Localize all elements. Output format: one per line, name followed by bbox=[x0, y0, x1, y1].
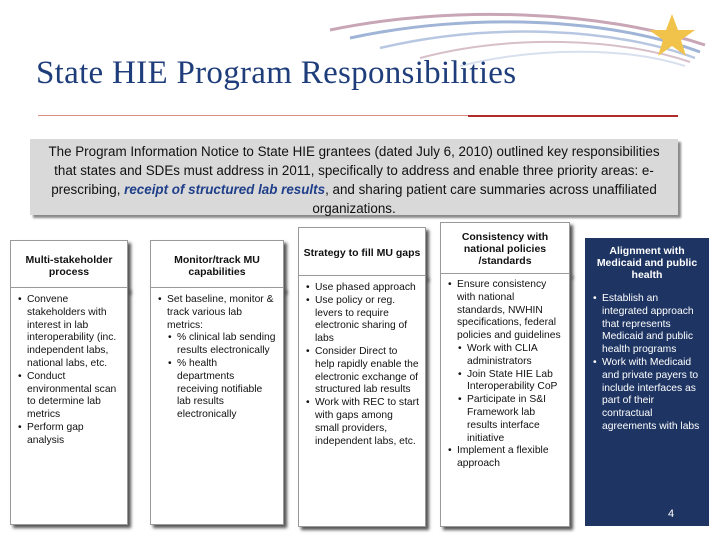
list-item: • Establish an integrated approach that represents Medicaid and public health programs bbox=[592, 293, 702, 357]
column-header-monitor-track: Monitor/track MU capabilities bbox=[150, 240, 284, 292]
intro-box bbox=[30, 139, 678, 215]
sub-list-item: • Work with CLIA administrators bbox=[457, 343, 563, 369]
list-item: • Work with Medicaid and private payers to include interfaces as part of their contractual agreements with labs bbox=[592, 357, 702, 434]
list-item: • Perform gap analysis bbox=[17, 422, 121, 448]
list-item: • Use phased approach bbox=[305, 282, 419, 295]
page-title: State HIE Program Responsibilities bbox=[36, 55, 517, 91]
column-list bbox=[305, 282, 419, 448]
list-item: • Consider Direct to help rapidly enable the electronic exchange of structured lab results bbox=[305, 346, 419, 397]
list-item: • Implement a flexible approach bbox=[447, 445, 563, 471]
page-number: 4 bbox=[668, 508, 675, 520]
list-item: • Ensure consistency with national standards, NWHIN specifications, federal policies and guidelines • Work with CLIA administrators • Join State HIE Lab Interoperability CoP • Participate in S&I Framework lab results interface initiative bbox=[447, 279, 563, 445]
sub-list-item: • % clinical lab sending results electronically bbox=[167, 332, 277, 358]
column-list bbox=[157, 294, 277, 422]
column-header-consistency: Consistency with national policies /standards bbox=[440, 222, 570, 276]
list-item: • Conduct environmental scan to determine lab metrics bbox=[17, 371, 121, 422]
column-header-strategy: Strategy to fill MU gaps bbox=[298, 227, 426, 279]
column-body-strategy bbox=[298, 275, 426, 527]
column-body-monitor-track bbox=[150, 287, 284, 525]
column-body-consistency bbox=[440, 273, 570, 527]
intro-highlight: receipt of structured lab results bbox=[124, 182, 326, 197]
column-body-alignment bbox=[585, 286, 709, 526]
title-divider bbox=[38, 115, 678, 117]
column-list bbox=[17, 294, 121, 448]
column-body-multi-stakeholder bbox=[10, 287, 128, 525]
column-list bbox=[447, 279, 563, 471]
sub-list-item: • Participate in S&I Framework lab results interface initiative bbox=[457, 394, 563, 445]
list-item: • Set baseline, monitor & track various lab metrics: • % clinical lab sending results electronically • % health departments receiving notifiable lab results electronically bbox=[157, 294, 277, 422]
sub-list-item: • % health departments receiving notifiable lab results electronically bbox=[167, 358, 277, 422]
column-list bbox=[592, 293, 702, 434]
list-item: • Convene stakeholders with interest in lab interoperability (inc. independent labs, national labs, etc. bbox=[17, 294, 121, 371]
column-header-multi-stakeholder: Multi-stakeholder process bbox=[10, 240, 128, 292]
list-item: • Work with REC to start with gaps among small providers, independent labs, etc. bbox=[305, 397, 419, 448]
sub-list-item: • Join State HIE Lab Interoperability CoP bbox=[457, 369, 563, 395]
intro-text: The Program Information Notice to State HIE grantees (dated July 6, 2010) outlined key responsibilities that states and SDEs must address in 2011, specifically to address and enable three priority areas: e-prescribing, receipt of structured lab results, and sharing patient care summaries across unaffiliated organizations. bbox=[48, 144, 660, 216]
list-item: • Use policy or reg. levers to require electronic sharing of labs bbox=[305, 295, 419, 346]
column-header-alignment: Alignment with Medicaid and public health bbox=[585, 238, 709, 288]
